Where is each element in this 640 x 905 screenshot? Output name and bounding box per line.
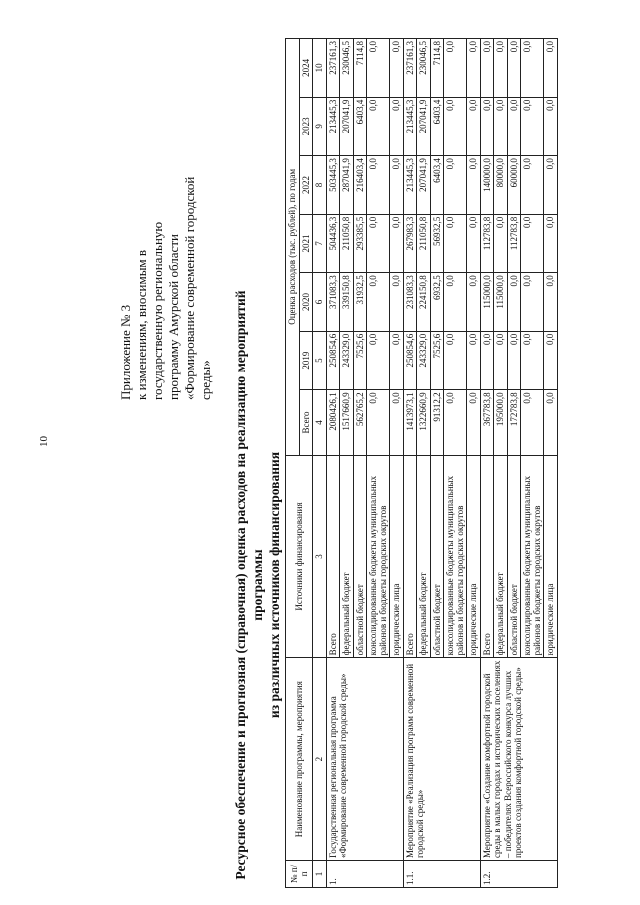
header-year: 2019 — [299, 331, 313, 390]
amount-cell: 504436,3 — [326, 214, 340, 273]
amount-cell: 230046,5 — [417, 39, 431, 98]
funding-source: Всего — [326, 455, 340, 658]
amount-cell: 267983,3 — [403, 214, 417, 273]
header-year: 2024 — [299, 39, 313, 98]
funding-source: юридические лица — [544, 455, 558, 658]
amount-cell: 0,0 — [494, 214, 508, 273]
amount-cell: 0,0 — [467, 214, 481, 273]
amount-cell: 0,0 — [444, 97, 467, 156]
header-column-number: 8 — [313, 156, 327, 215]
amount-cell: 0,0 — [467, 390, 481, 455]
amount-cell: 112783,8 — [507, 214, 521, 273]
amount-cell: 0,0 — [367, 390, 390, 455]
amount-cell: 0,0 — [390, 331, 404, 390]
amount-cell: 1322660,9 — [417, 390, 431, 455]
amount-cell: 0,0 — [521, 156, 544, 215]
program-name: Государственная региональная программа «Формирование современной городской среды» — [326, 658, 403, 861]
funding-source: консолидированные бюджеты муниципальных районов и бюджеты городских округов — [444, 455, 467, 658]
amount-cell: 211050,8 — [340, 214, 354, 273]
amount-cell: 195000,0 — [494, 390, 508, 455]
header-column-number: 4 — [313, 390, 327, 455]
header-year: 2021 — [299, 214, 313, 273]
table-row — [480, 39, 494, 888]
appendix-line: государственную региональную — [150, 221, 165, 400]
amount-cell: 0,0 — [367, 156, 390, 215]
amount-cell: 0,0 — [507, 331, 521, 390]
funding-source: федеральный бюджет — [340, 455, 354, 658]
funding-source: федеральный бюджет — [494, 455, 508, 658]
amount-cell: 562765,2 — [353, 390, 367, 455]
amount-cell: 7525,6 — [353, 331, 367, 390]
funding-source: областной бюджет — [507, 455, 521, 658]
amount-cell: 80000,0 — [494, 156, 508, 215]
funding-table — [285, 38, 558, 888]
amount-cell: 60000,0 — [507, 156, 521, 215]
amount-cell: 211050,8 — [417, 214, 431, 273]
amount-cell: 287041,9 — [340, 156, 354, 215]
amount-cell: 207041,9 — [340, 97, 354, 156]
amount-cell: 31932,5 — [353, 273, 367, 332]
amount-cell: 371083,3 — [326, 273, 340, 332]
header-column-number: 3 — [313, 455, 327, 658]
amount-cell: 91312,2 — [430, 390, 444, 455]
amount-cell: 213445,3 — [326, 97, 340, 156]
header-estimate: Оценка расходов (тыс. рублей), по годам — [286, 39, 300, 456]
amount-cell: 0,0 — [480, 39, 494, 98]
funding-source: областной бюджет — [430, 455, 444, 658]
amount-cell: 0,0 — [467, 156, 481, 215]
program-name: Мероприятие «Создание комфортной городской среды в малых городах и исторических поселениях – победителях Всероссийского конкурса лучших проектов создания комфортной городской среды» — [480, 658, 557, 861]
amount-cell: 207041,9 — [417, 156, 431, 215]
amount-cell: 7114,8 — [430, 39, 444, 98]
header-column-number: 7 — [313, 214, 327, 273]
amount-cell: 0,0 — [467, 273, 481, 332]
amount-cell: 115000,0 — [494, 273, 508, 332]
amount-cell: 293385,5 — [353, 214, 367, 273]
funding-source: федеральный бюджет — [417, 455, 431, 658]
appendix-line: к изменениям, вносимым в — [134, 249, 149, 400]
funding-source: областной бюджет — [353, 455, 367, 658]
appendix-line: Приложение № 3 — [118, 304, 133, 400]
amount-cell: 0,0 — [390, 214, 404, 273]
amount-cell: 503445,3 — [326, 156, 340, 215]
amount-cell: 112783,8 — [480, 214, 494, 273]
amount-cell: 6403,4 — [430, 97, 444, 156]
header-column-number: 9 — [313, 97, 327, 156]
amount-cell: 216403,4 — [353, 156, 367, 215]
amount-cell: 2080426,1 — [326, 390, 340, 455]
amount-cell: 0,0 — [480, 331, 494, 390]
amount-cell: 7525,6 — [430, 331, 444, 390]
header-column-number: 1 — [313, 860, 327, 887]
rotated-table-wrapper — [285, 38, 615, 888]
amount-cell: 0,0 — [494, 97, 508, 156]
amount-cell: 213445,3 — [403, 156, 417, 215]
header-column-number: 2 — [313, 658, 327, 861]
amount-cell: 0,0 — [521, 39, 544, 98]
amount-cell: 0,0 — [367, 97, 390, 156]
amount-cell: 0,0 — [507, 39, 521, 98]
funding-source: консолидированные бюджеты муниципальных районов и бюджеты городских округов — [367, 455, 390, 658]
amount-cell: 0,0 — [544, 156, 558, 215]
amount-cell: 172783,8 — [507, 390, 521, 455]
amount-cell: 0,0 — [521, 214, 544, 273]
amount-cell: 0,0 — [544, 273, 558, 332]
amount-cell: 237161,3 — [403, 39, 417, 98]
row-number: 1. — [326, 860, 403, 887]
amount-cell: 0,0 — [494, 39, 508, 98]
header-year: 2022 — [299, 156, 313, 215]
appendix-note — [118, 80, 214, 400]
funding-source: Всего — [480, 455, 494, 658]
amount-cell: 6403,4 — [353, 97, 367, 156]
amount-cell: 230046,5 — [340, 39, 354, 98]
amount-cell: 250854,6 — [403, 331, 417, 390]
appendix-line: программу Амурской области — [166, 234, 181, 400]
amount-cell: 0,0 — [480, 97, 494, 156]
amount-cell: 250854,6 — [326, 331, 340, 390]
amount-cell: 0,0 — [467, 97, 481, 156]
amount-cell: 0,0 — [544, 214, 558, 273]
amount-cell: 207041,9 — [417, 97, 431, 156]
document-title — [232, 285, 283, 885]
amount-cell: 0,0 — [390, 390, 404, 455]
amount-cell: 0,0 — [367, 214, 390, 273]
amount-cell: 0,0 — [521, 97, 544, 156]
amount-cell: 231083,3 — [403, 273, 417, 332]
funding-source: консолидированные бюджеты муниципальных районов и бюджеты городских округов — [521, 455, 544, 658]
amount-cell: 0,0 — [521, 390, 544, 455]
header-total: Всего — [299, 390, 313, 455]
amount-cell: 0,0 — [544, 39, 558, 98]
amount-cell: 0,0 — [367, 273, 390, 332]
amount-cell: 243329,0 — [340, 331, 354, 390]
amount-cell: 0,0 — [367, 39, 390, 98]
amount-cell: 0,0 — [390, 97, 404, 156]
header-column-number: 6 — [313, 273, 327, 332]
amount-cell: 0,0 — [444, 39, 467, 98]
amount-cell: 56932,5 — [430, 214, 444, 273]
funding-source: юридические лица — [390, 455, 404, 658]
amount-cell: 0,0 — [507, 273, 521, 332]
amount-cell: 0,0 — [444, 331, 467, 390]
amount-cell: 140000,0 — [480, 156, 494, 215]
amount-cell: 0,0 — [444, 156, 467, 215]
table-row — [403, 39, 417, 888]
amount-cell: 0,0 — [544, 331, 558, 390]
amount-cell: 213445,3 — [403, 97, 417, 156]
amount-cell: 243329,0 — [417, 331, 431, 390]
amount-cell: 0,0 — [521, 273, 544, 332]
table-row — [326, 39, 340, 888]
header-num: № п/п — [286, 860, 313, 887]
amount-cell: 0,0 — [390, 156, 404, 215]
amount-cell: 0,0 — [367, 331, 390, 390]
amount-cell: 0,0 — [444, 273, 467, 332]
amount-cell: 0,0 — [544, 97, 558, 156]
header-year: 2020 — [299, 273, 313, 332]
amount-cell: 0,0 — [507, 97, 521, 156]
title-line-1: Ресурсное обеспечение и прогнозная (справочная) оценка расходов на реализацию мероприятий программы — [233, 290, 265, 880]
funding-source: Всего — [403, 455, 417, 658]
amount-cell: 0,0 — [544, 390, 558, 455]
amount-cell: 115000,0 — [480, 273, 494, 332]
funding-source: юридические лица — [467, 455, 481, 658]
amount-cell: 224150,8 — [417, 273, 431, 332]
row-number: 1.2. — [480, 860, 557, 887]
program-name: Мероприятие «Реализация программ современной городской среды» — [403, 658, 480, 861]
amount-cell: 6932,5 — [430, 273, 444, 332]
amount-cell: 0,0 — [390, 39, 404, 98]
amount-cell: 0,0 — [444, 390, 467, 455]
header-source: Источники финансирования — [286, 455, 313, 658]
amount-cell: 0,0 — [467, 39, 481, 98]
amount-cell: 1517660,9 — [340, 390, 354, 455]
amount-cell: 339150,8 — [340, 273, 354, 332]
page-number: 10 — [38, 436, 50, 447]
row-number: 1.1. — [403, 860, 480, 887]
amount-cell: 0,0 — [444, 214, 467, 273]
amount-cell: 0,0 — [494, 331, 508, 390]
amount-cell: 237161,3 — [326, 39, 340, 98]
header-year: 2023 — [299, 97, 313, 156]
amount-cell: 1413973,1 — [403, 390, 417, 455]
appendix-line: «Формирование современной городской — [182, 176, 197, 400]
amount-cell: 367783,8 — [480, 390, 494, 455]
title-line-2: из различных источников финансирования — [267, 451, 282, 719]
header-name: Наименование программы, мероприятия — [286, 658, 313, 861]
header-column-number: 5 — [313, 331, 327, 390]
amount-cell: 0,0 — [521, 331, 544, 390]
appendix-line: среды» — [198, 360, 213, 400]
amount-cell: 0,0 — [390, 273, 404, 332]
amount-cell: 7114,8 — [353, 39, 367, 98]
amount-cell: 0,0 — [467, 331, 481, 390]
amount-cell: 6403,4 — [430, 156, 444, 215]
header-column-number: 10 — [313, 39, 327, 98]
